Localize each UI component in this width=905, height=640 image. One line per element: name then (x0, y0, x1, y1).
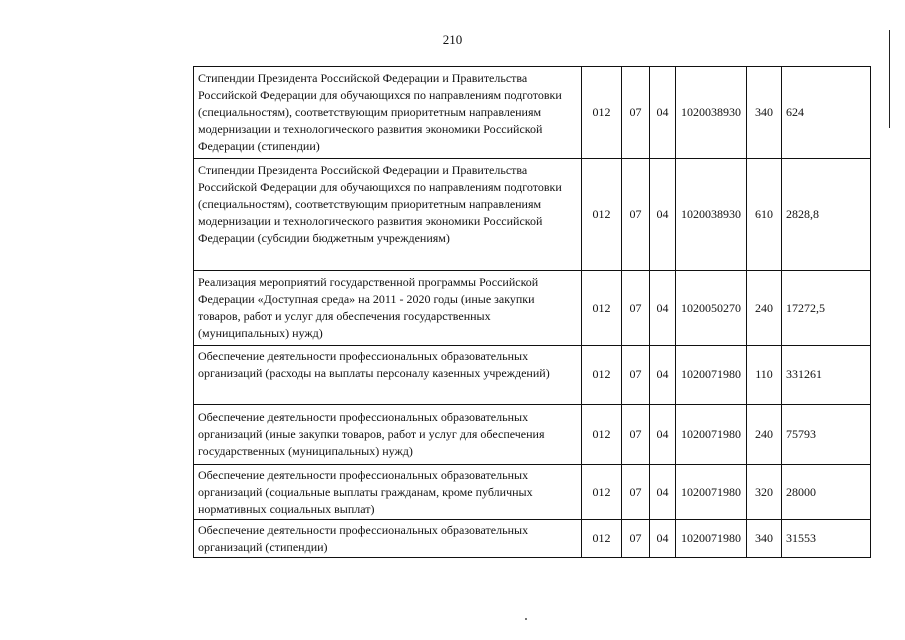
section-code: 07 (622, 346, 650, 405)
target-article-code: 1020071980 (676, 465, 747, 520)
expense-type-code: 320 (747, 465, 782, 520)
table-row (194, 346, 871, 405)
table-row (194, 271, 871, 346)
section-code: 07 (622, 520, 650, 558)
subsection-code: 04 (650, 67, 676, 159)
table-row (194, 67, 871, 159)
subsection-code: 04 (650, 346, 676, 405)
amount: 31553 (782, 520, 871, 558)
expense-type-code: 610 (747, 159, 782, 271)
page-number: 210 (442, 32, 463, 47)
expense-type-code: 340 (747, 67, 782, 159)
scan-edge-line (889, 30, 890, 128)
expense-type-code: 340 (747, 520, 782, 558)
amount: 331261 (782, 346, 871, 405)
target-article-code: 1020038930 (676, 67, 747, 159)
amount: 28000 (782, 465, 871, 520)
row-description: Обеспечение деятельности профессиональных образовательных организаций (расходы на выплаты персоналу казенных учреждений) (194, 346, 582, 405)
expense-type-code: 110 (747, 346, 782, 405)
ministry-code: 012 (582, 159, 622, 271)
ministry-code: 012 (582, 346, 622, 405)
section-code: 07 (622, 465, 650, 520)
ministry-code: 012 (582, 405, 622, 465)
target-article-code: 1020050270 (676, 271, 747, 346)
expense-type-code: 240 (747, 405, 782, 465)
section-code: 07 (622, 405, 650, 465)
row-description: Обеспечение деятельности профессиональных образовательных организаций (стипендии) (194, 520, 582, 558)
subsection-code: 04 (650, 405, 676, 465)
subsection-code: 04 (650, 271, 676, 346)
row-description: Обеспечение деятельности профессиональных образовательных организаций (иные закупки товаров, работ и услуг для обеспечения государственных (муниципальных) нужд) (194, 405, 582, 465)
amount: 624 (782, 67, 871, 159)
table-row (194, 465, 871, 520)
row-description: Стипендии Президента Российской Федерации и Правительства Российской Федерации для обучающихся по направлениям подготовки (специальностям), соответствующим приоритетным направлениям модернизации и технологического развития экономики Российской Федерации (стипендии) (194, 67, 582, 159)
section-code: 07 (622, 159, 650, 271)
ministry-code: 012 (582, 271, 622, 346)
section-code: 07 (622, 271, 650, 346)
expense-type-code: 240 (747, 271, 782, 346)
subsection-code: 04 (650, 465, 676, 520)
subsection-code: 04 (650, 520, 676, 558)
scan-speck (525, 618, 527, 620)
amount: 17272,5 (782, 271, 871, 346)
section-code: 07 (622, 67, 650, 159)
row-description: Обеспечение деятельности профессиональных образовательных организаций (социальные выплаты гражданам, кроме публичных нормативных социальных выплат) (194, 465, 582, 520)
target-article-code: 1020071980 (676, 520, 747, 558)
target-article-code: 1020038930 (676, 159, 747, 271)
ministry-code: 012 (582, 465, 622, 520)
amount: 75793 (782, 405, 871, 465)
row-description: Реализация мероприятий государственной программы Российской Федерации «Доступная среда» на 2011 - 2020 годы (иные закупки товаров, работ и услуг для обеспечения государственных (муниципальных) нужд) (194, 271, 582, 346)
target-article-code: 1020071980 (676, 346, 747, 405)
subsection-code: 04 (650, 159, 676, 271)
row-description: Стипендии Президента Российской Федерации и Правительства Российской Федерации для обучающихся по направлениям подготовки (специальностям), соответствующим приоритетным направлениям модернизации и технологического развития экономики Российской Федерации (субсидии бюджетным учреждениям) (194, 159, 582, 271)
ministry-code: 012 (582, 520, 622, 558)
budget-table (193, 66, 871, 558)
table-row (194, 405, 871, 465)
table-row (194, 159, 871, 271)
amount: 2828,8 (782, 159, 871, 271)
target-article-code: 1020071980 (676, 405, 747, 465)
table-row (194, 520, 871, 558)
ministry-code: 012 (582, 67, 622, 159)
